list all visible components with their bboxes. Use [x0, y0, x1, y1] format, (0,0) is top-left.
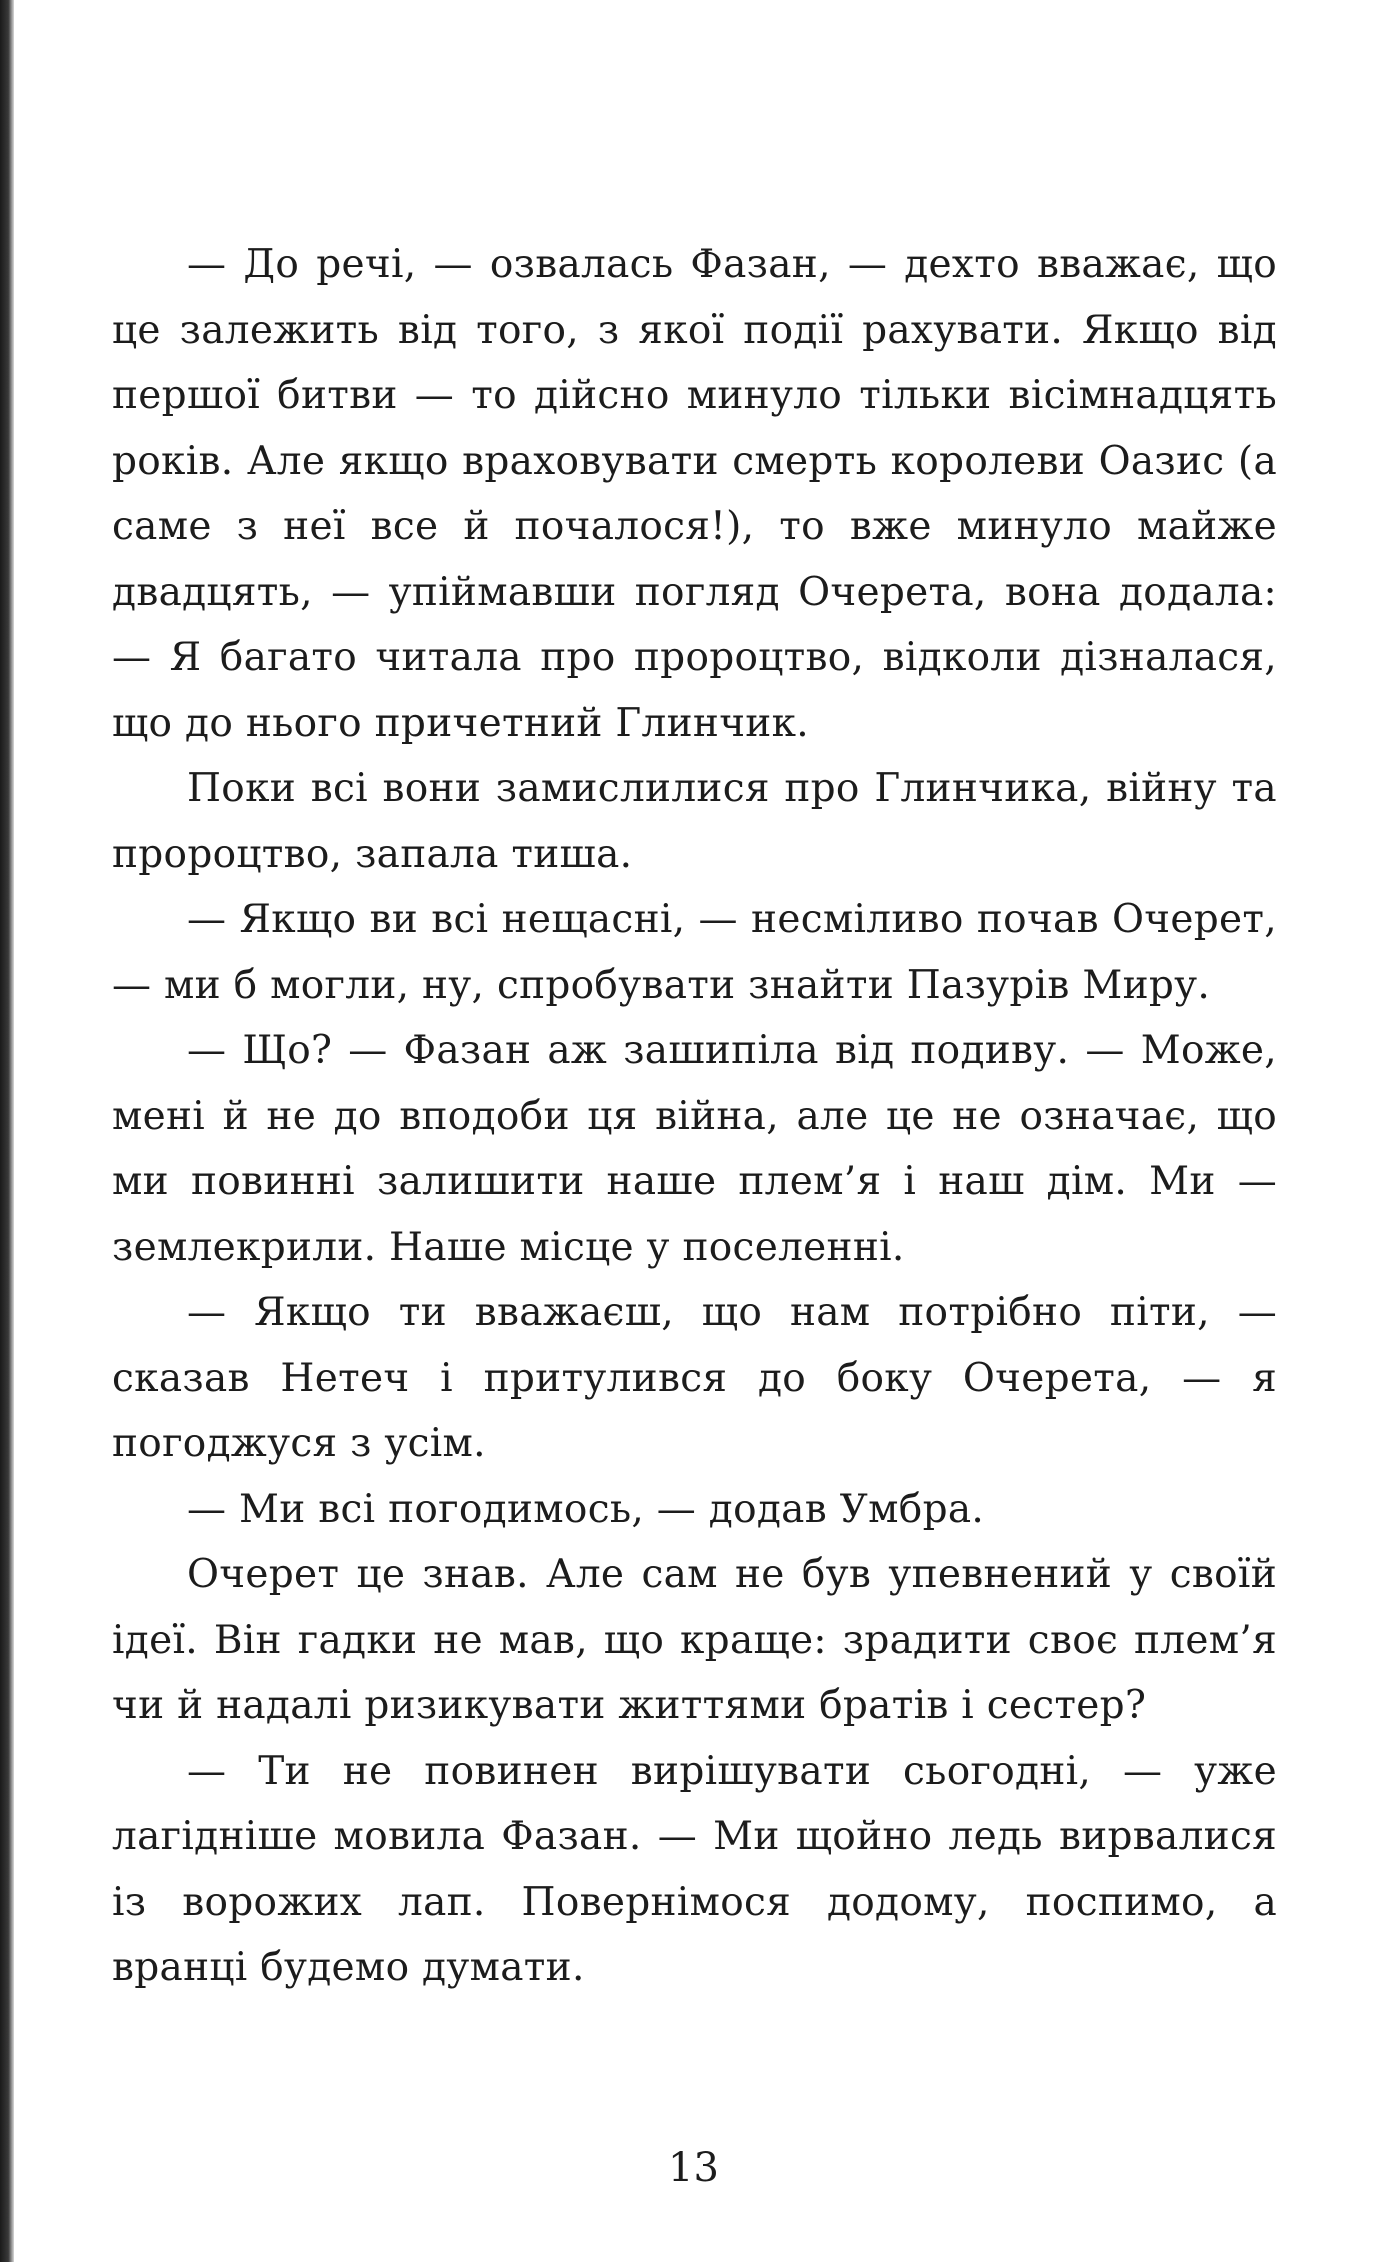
paragraph: — До речі, — озвалась Фазан, — дехто вважає, що це залежить від того, з якої події рахувати. Якщо від першої битви — то дійсно минуло тільки вісімнадцять років. Але якщо враховувати смерть королеви Оазис (а саме з неї все й почалося!), то вже минуло майже двадцять, — упіймавши погляд Очерета, вона додала: — Я багато читала про пророцтво, відколи дізналася, що до нього причетний Глинчик. [112, 242, 1277, 746]
paragraph: — Ти не повинен вирішувати сьогодні, — уже лагідніше мовила Фазан. — Ми щойно ледь вирвалися із ворожих лап. Повернімося додому, поспимо, а вранці будемо думати. [112, 1748, 1277, 1990]
paragraph: — Якщо ти вважаєш, що нам потрібно піти, — сказав Нетеч і притулився до боку Очерета, — я погоджуся з усім. [112, 1290, 1277, 1466]
paragraph: Очерет це знав. Але сам не був упевнений у своїй ідеї. Він гадки не мав, що краще: зрадити своє плем’я чи й надалі ризикувати життями братів і сестер? [112, 1552, 1277, 1728]
paragraph: — Що? — Фазан аж зашипіла від подиву. — Може, мені й не до вподоби ця війна, але це не означає, що ми повинні залишити наше плем’я і наш дім. Ми — землекрили. Наше місце у поселенні. [112, 1028, 1277, 1270]
paragraph: — Якщо ви всі нещасні, — несміливо почав Очерет, — ми б могли, ну, спробувати знайти Пазурів Миру. [112, 897, 1277, 1008]
body-text [112, 232, 1277, 2001]
paragraph: — Ми всі погодимось, — додав Умбра. [187, 1486, 985, 1532]
page-number: 13 [668, 2145, 719, 2191]
paragraph: Поки всі вони замислилися про Глинчика, війну та пророцтво, запала тиша. [112, 766, 1277, 877]
